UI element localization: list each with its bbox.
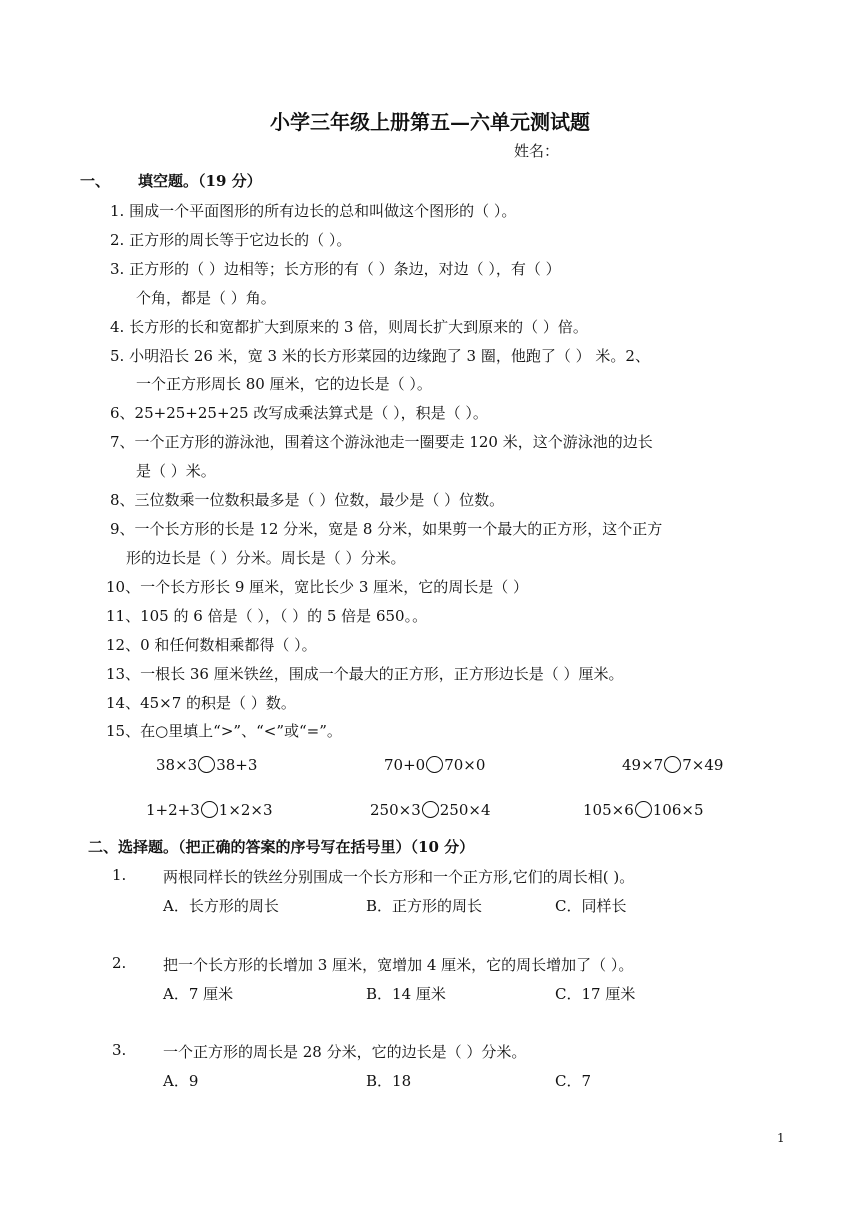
choice-q2-option-a[interactable]: A．7 厘米	[163, 985, 234, 1003]
compare-right: 7×49	[682, 756, 724, 774]
compare-left: 70+0	[384, 756, 426, 774]
compare-circle[interactable]	[635, 801, 652, 818]
compare-right: 250×4	[439, 801, 491, 819]
q7-line: 7、一个正方形的游泳池，围着这个游泳池走一圈要走 120 米，这个游泳池的边长	[110, 433, 653, 451]
compare-item	[583, 801, 704, 819]
name-label: 姓名：	[514, 142, 560, 160]
choice-q2-option-c[interactable]: C．17 厘米	[555, 985, 636, 1003]
choice-q2-option-b[interactable]: B．14 厘米	[366, 985, 446, 1003]
compare-item	[146, 801, 273, 819]
q12-line: 12、0 和任何数相乘都得（ ）。	[106, 636, 317, 654]
compare-circle[interactable]	[422, 801, 439, 818]
choice-q3-text: 一个正方形的周长是 28 分米，它的边长是（ ）分米。	[163, 1043, 527, 1061]
compare-left: 49×7	[622, 756, 664, 774]
q10-line: 10、一个长方形长 9 厘米，宽比长少 3 厘米，它的周长是（ ）	[106, 578, 529, 596]
q1-line: 1. 围成一个平面图形的所有边长的总和叫做这个图形的（ ）。	[110, 202, 517, 220]
compare-item	[622, 756, 723, 774]
compare-left: 1+2+3	[146, 801, 200, 819]
q4-line: 4. 长方形的长和宽都扩大到原来的 3 倍，则周长扩大到原来的（ ）倍。	[110, 318, 588, 336]
q15-line: 15、在○里填上“>”、“<”或“=”。	[106, 722, 342, 740]
choice-q2-number: 2.	[112, 954, 127, 972]
compare-circle[interactable]	[198, 756, 215, 773]
compare-right: 106×5	[652, 801, 704, 819]
compare-left: 250×3	[370, 801, 421, 819]
q5-line-cont: 一个正方形周长 80 厘米，它的边长是（ ）。	[136, 375, 432, 393]
compare-right: 1×2×3	[218, 801, 273, 819]
choice-q3-option-b[interactable]: B．18	[366, 1072, 412, 1090]
q7-line-cont: 是（ ）米。	[136, 462, 216, 480]
compare-right: 38+3	[216, 756, 258, 774]
section1-number: 一、	[80, 172, 111, 190]
q6-line: 6、25+25+25+25 改写成乘法算式是（ ），积是（ ）。	[110, 404, 488, 422]
compare-item	[156, 756, 257, 774]
page-title: 小学三年级上册第五—六单元测试题	[270, 110, 590, 134]
choice-q1-option-b[interactable]: B．正方形的周长	[366, 897, 483, 915]
q3-line-cont: 个角，都是（ ）角。	[136, 289, 276, 307]
choice-q1-text: 两根同样长的铁丝分别围成一个长方形和一个正方形,它们的周长相( )。	[163, 868, 635, 886]
page-number: 1	[777, 1131, 785, 1145]
choice-q3-option-c[interactable]: C．7	[555, 1072, 592, 1090]
compare-item	[384, 756, 485, 774]
q9-line-cont: 形的边长是（ ）分米。周长是（ ）分米。	[126, 549, 406, 567]
choice-q3-number: 3.	[112, 1041, 127, 1059]
q2-line: 2. 正方形的周长等于它边长的（ ）。	[110, 231, 352, 249]
choice-q1-option-a[interactable]: A．长方形的周长	[163, 897, 279, 915]
choice-q1-number: 1.	[112, 866, 127, 884]
q14-line: 14、45×7 的积是（ ）数。	[106, 694, 296, 712]
choice-q3-option-a[interactable]: A．9	[163, 1072, 199, 1090]
q13-line: 13、一根长 36 厘米铁丝，围成一个最大的正方形，正方形边长是（ ）厘米。	[106, 665, 624, 683]
q9-line: 9、一个长方形的长是 12 分米，宽是 8 分米，如果剪一个最大的正方形，这个正方	[110, 520, 663, 538]
compare-item	[370, 801, 491, 819]
compare-right: 70×0	[444, 756, 486, 774]
q11-line: 11、105 的 6 倍是（ ），（ ）的 5 倍是 650。。	[106, 607, 428, 625]
compare-circle[interactable]	[664, 756, 681, 773]
compare-left: 105×6	[583, 801, 634, 819]
q8-line: 8、三位数乘一位数积最多是（ ）位数，最少是（ ）位数。	[110, 491, 505, 509]
q3-line: 3. 正方形的（ ）边相等；长方形的有（ ）条边，对边（ ），有（ ）	[110, 260, 561, 278]
choice-q1-option-c[interactable]: C．同样长	[555, 897, 627, 915]
compare-circle[interactable]	[201, 801, 218, 818]
compare-circle[interactable]	[426, 756, 443, 773]
choice-q2-text: 把一个长方形的长增加 3 厘米，宽增加 4 厘米，它的周长增加了（ ）。	[163, 956, 634, 974]
q5-line: 5. 小明沿长 26 米，宽 3 米的长方形菜园的边缘跑了 3 圈，他跑了（ ） 米。2、	[110, 347, 650, 365]
compare-left: 38×3	[156, 756, 198, 774]
section1-heading: 填空题。（19 分）	[138, 172, 262, 190]
section2-heading: 二、选择题。（把正确的答案的序号写在括号里）（10 分）	[88, 838, 475, 856]
